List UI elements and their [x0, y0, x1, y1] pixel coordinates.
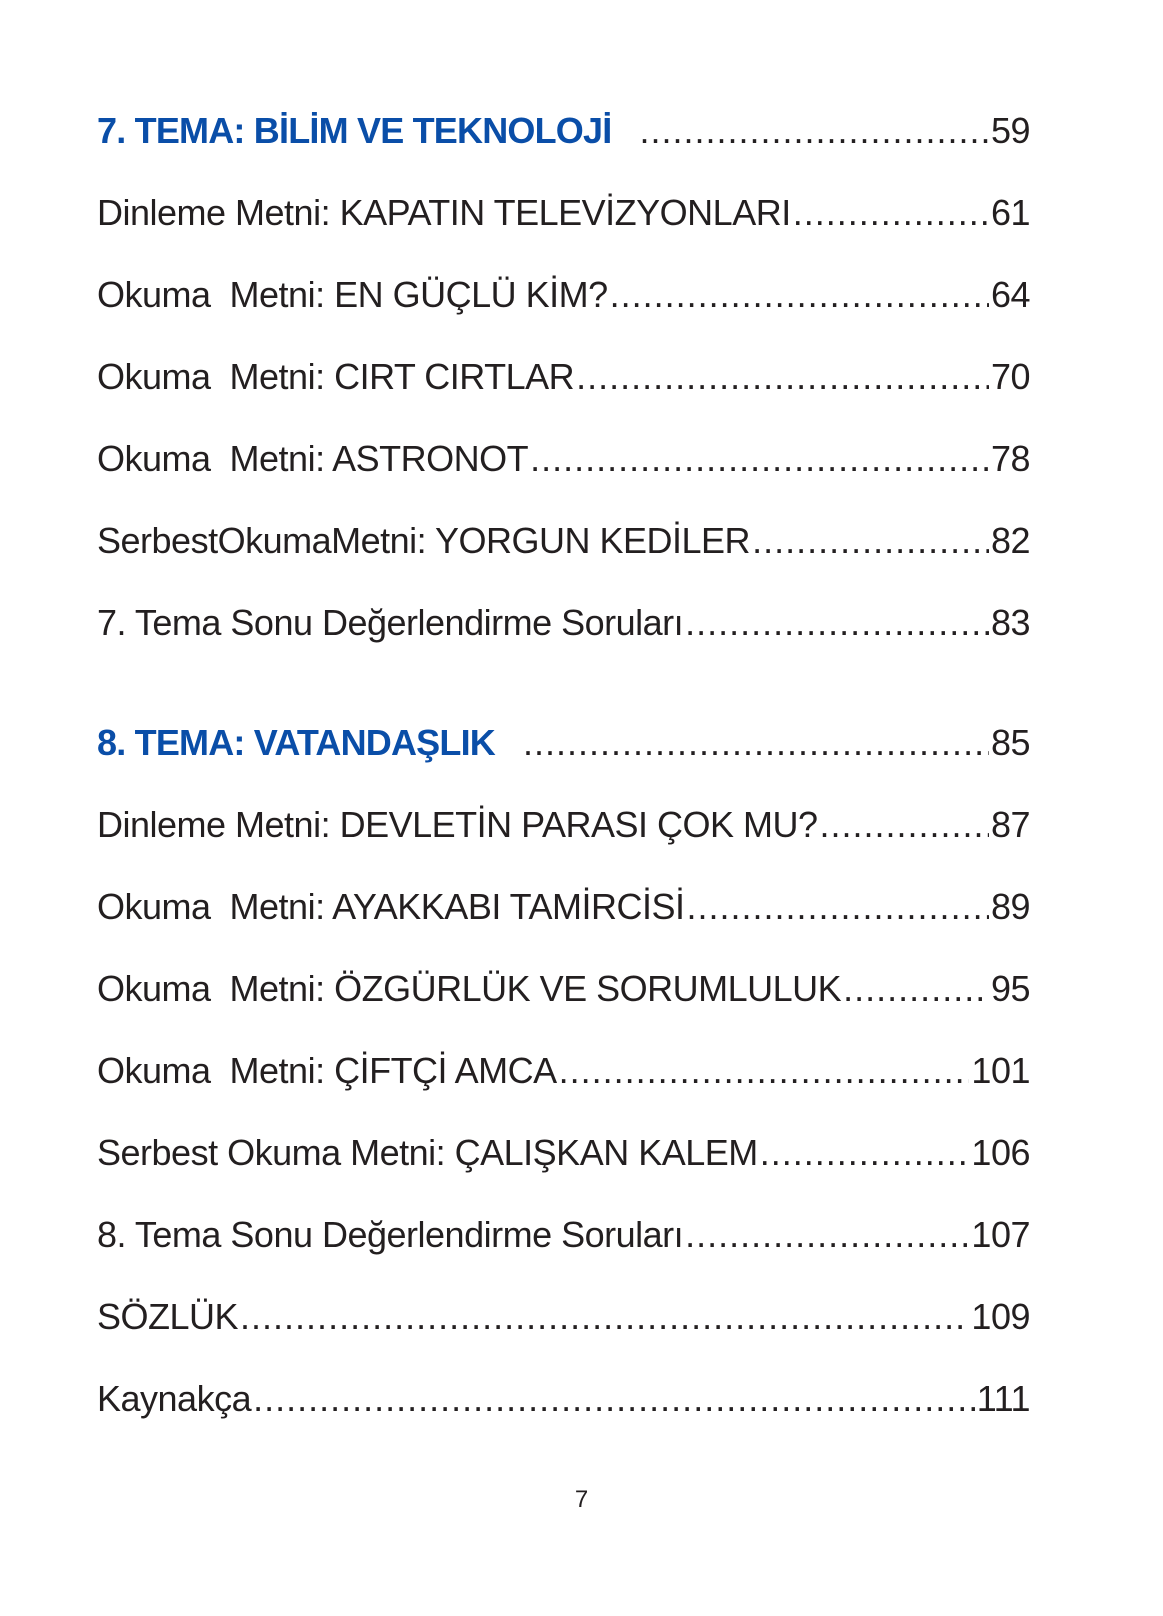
- toc-entry-title: 7. Tema Sonu Değerlendirme Soruları: [97, 602, 684, 643]
- toc-entry-page: 106: [971, 1132, 1030, 1173]
- toc-heading-title: 8. TEMA: VATANDAŞLIK: [97, 722, 495, 763]
- toc-entry-title: Okuma Metni: AYAKKABI TAMİRCİSİ: [97, 886, 685, 927]
- toc-entry-title: Dinleme Metni: DEVLETİN PARASI ÇOK MU?: [97, 804, 818, 845]
- dot-leader: [576, 346, 989, 408]
- toc-entry-page: 61: [990, 192, 1030, 233]
- dot-leader: [843, 958, 989, 1020]
- toc-heading-title: 7. TEMA: BİLİM VE TEKNOLOJİ: [97, 110, 612, 151]
- toc-entry-page: 107: [971, 1214, 1030, 1255]
- toc-entry[interactable]: [97, 182, 1030, 264]
- toc-entry[interactable]: [97, 428, 1030, 510]
- section-theme-7: [97, 100, 1030, 674]
- toc-entry-title: Serbest Okuma Metni: ÇALIŞKAN KALEM: [97, 1132, 758, 1173]
- toc-entry-title: Kaynakça: [97, 1378, 252, 1419]
- toc-entry[interactable]: [97, 592, 1030, 674]
- toc-entry-page: 101: [971, 1050, 1030, 1091]
- toc-entry[interactable]: [97, 1204, 1030, 1286]
- table-of-contents: [97, 100, 1030, 1450]
- toc-entry-page: 70: [990, 356, 1030, 397]
- toc-entry-title: Okuma Metni: CIRT CIRTLAR: [97, 356, 575, 397]
- dot-leader: [820, 794, 989, 856]
- toc-heading-page: 85: [990, 722, 1030, 763]
- toc-entry[interactable]: [97, 1040, 1030, 1122]
- toc-entry[interactable]: [97, 510, 1030, 592]
- toc-entry-page: 89: [990, 886, 1030, 927]
- toc-entry-title: Okuma Metni: ASTRONOT: [97, 438, 529, 479]
- dot-leader: [685, 592, 989, 654]
- dot-leader: [240, 1286, 969, 1348]
- toc-entry[interactable]: [97, 346, 1030, 428]
- toc-entry[interactable]: [97, 794, 1030, 876]
- dot-leader: [793, 182, 989, 244]
- toc-entry-page: 83: [990, 602, 1030, 643]
- dot-leader: [253, 1368, 975, 1430]
- toc-entry-page: 109: [971, 1296, 1030, 1337]
- dot-leader: [559, 1040, 970, 1102]
- toc-entry[interactable]: [97, 876, 1030, 958]
- toc-entry[interactable]: [97, 1368, 1030, 1450]
- dot-leader: [760, 1122, 970, 1184]
- toc-entry-title: Okuma Metni: ÇİFTÇİ AMCA: [97, 1050, 557, 1091]
- toc-entry-page: 111: [976, 1378, 1030, 1419]
- toc-entry-title: Okuma Metni: EN GÜÇLÜ KİM?: [97, 274, 608, 315]
- page-number: 7: [574, 1486, 589, 1513]
- toc-heading-page: 59: [990, 110, 1030, 151]
- toc-entry[interactable]: [97, 1122, 1030, 1204]
- toc-entry-page: 64: [990, 274, 1030, 315]
- toc-entry-title: SÖZLÜK: [97, 1296, 239, 1337]
- section-theme-8: [97, 712, 1030, 1450]
- toc-entry-title: Okuma Metni: ÖZGÜRLÜK VE SORUMLULUK: [97, 968, 842, 1009]
- toc-entry[interactable]: [97, 958, 1030, 1040]
- toc-entry[interactable]: [97, 1286, 1030, 1368]
- toc-heading-theme-8[interactable]: [97, 712, 1030, 794]
- dot-leader: [685, 1204, 969, 1266]
- dot-leader: [752, 510, 989, 572]
- toc-entry[interactable]: [97, 264, 1030, 346]
- dot-leader: [523, 712, 989, 774]
- dot-leader: [530, 428, 989, 490]
- toc-entry-page: 87: [990, 804, 1030, 845]
- dot-leader: [639, 100, 989, 162]
- toc-entry-title: 8. Tema Sonu Değerlendirme Soruları: [97, 1214, 684, 1255]
- toc-entry-title: SerbestOkumaMetni: YORGUN KEDİLER: [97, 520, 751, 561]
- dot-leader: [610, 264, 989, 326]
- toc-entry-page: 82: [990, 520, 1030, 561]
- toc-entry-title: Dinleme Metni: KAPATIN TELEVİZYONLARI: [97, 192, 791, 233]
- toc-entry-page: 78: [990, 438, 1030, 479]
- dot-leader: [687, 876, 989, 938]
- toc-entry-page: 95: [990, 968, 1030, 1009]
- toc-heading-theme-7[interactable]: [97, 100, 1030, 182]
